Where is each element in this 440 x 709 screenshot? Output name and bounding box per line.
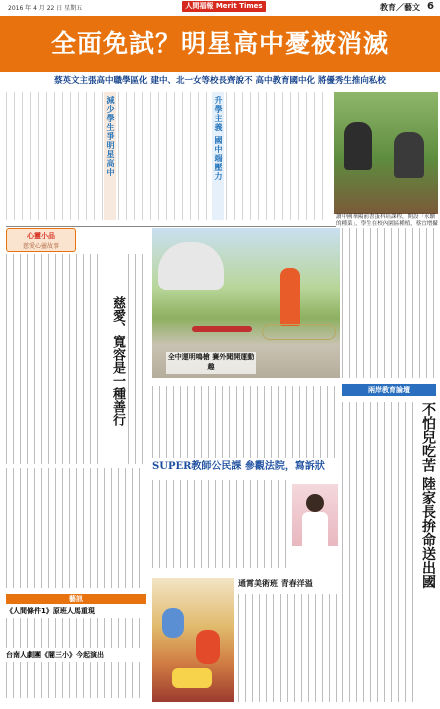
- artwork: [172, 668, 212, 688]
- right-column-title: 不怕兒吃苦 陸家長拚命送出國: [420, 402, 436, 589]
- student-figure: [344, 122, 372, 170]
- education-article: [152, 386, 340, 458]
- student-figure: [162, 608, 184, 638]
- stepping-discs: [192, 326, 252, 332]
- arts-item-1-body: [6, 618, 146, 648]
- mid-feature-body: [152, 480, 290, 568]
- art-class-body: [238, 594, 338, 702]
- side-head-1-bg: [104, 92, 116, 220]
- arts-item-1-title: 《人間條件1》原班人馬重現: [6, 607, 95, 615]
- divider: [6, 226, 336, 227]
- art-class-photo: [152, 578, 234, 702]
- main-headline: 全面免試？明星高中憂被消滅: [0, 16, 440, 72]
- teacher-head: [306, 494, 324, 512]
- right-column-body: [342, 402, 414, 702]
- student-figure: [196, 630, 220, 664]
- child-figure: [280, 268, 300, 326]
- article-body-2: [118, 92, 210, 220]
- top-bar: [0, 0, 440, 14]
- section-label-box: 兩岸教育論壇: [342, 384, 436, 396]
- column-body-bottom: [6, 468, 146, 588]
- column-tag-sub: 慈愛心靈故事: [22, 243, 59, 250]
- arts-item-2-title: 台南人劇團《闇三小》今起演出: [6, 651, 104, 659]
- page-number: 6: [427, 1, 434, 12]
- garden-photo: [334, 92, 438, 214]
- side-head-1: 減少學生爭明星高中: [106, 96, 115, 177]
- article-body-3: [226, 92, 330, 220]
- side-head-2: 升學主義 國中端壓力: [214, 96, 223, 181]
- column-body-right: [128, 254, 146, 464]
- student-figure: [394, 132, 424, 178]
- sub-headline: 蔡英文主張高中職學區化 建中、北一女等校長齊說不 高中教育國中化 將優秀生推向私校: [54, 76, 386, 86]
- column-tag: 心靈小品: [27, 232, 55, 240]
- teacher-body: [302, 512, 328, 546]
- park-caption: 全中運明鳴槍 賽外聞開運動趣: [166, 352, 256, 374]
- park-article-text: [342, 228, 436, 378]
- art-class-title: 通霄美術班 青春洋溢: [238, 579, 313, 588]
- masthead: 人間福報 Merit Times: [182, 1, 266, 12]
- arts-item-2-body: [6, 662, 146, 698]
- article-body-1: [6, 92, 104, 220]
- column-title: 慈愛、寬容是一種善行: [110, 296, 125, 426]
- elephant-sculpture: [158, 242, 224, 290]
- column-body-left: [6, 254, 104, 464]
- teacher-photo: [292, 484, 338, 546]
- garden-caption: 讀中國華陽前書蛋科培課程，開設「永續的種菜」，學生在校內園區種植，蔡宜增攝: [336, 214, 438, 227]
- section-name: 教育／藝文: [380, 3, 420, 12]
- column-tag-box: [6, 228, 76, 252]
- hoop-rings: [262, 324, 336, 340]
- issue-date: 2016 年 4 月 22 日 星期五: [8, 5, 83, 12]
- mid-feature-title: SUPER教師公民課 參觀法院，寫訴狀: [152, 461, 325, 472]
- side-head-2-bg: [212, 92, 224, 220]
- arts-news-label: 藝訊: [6, 594, 146, 604]
